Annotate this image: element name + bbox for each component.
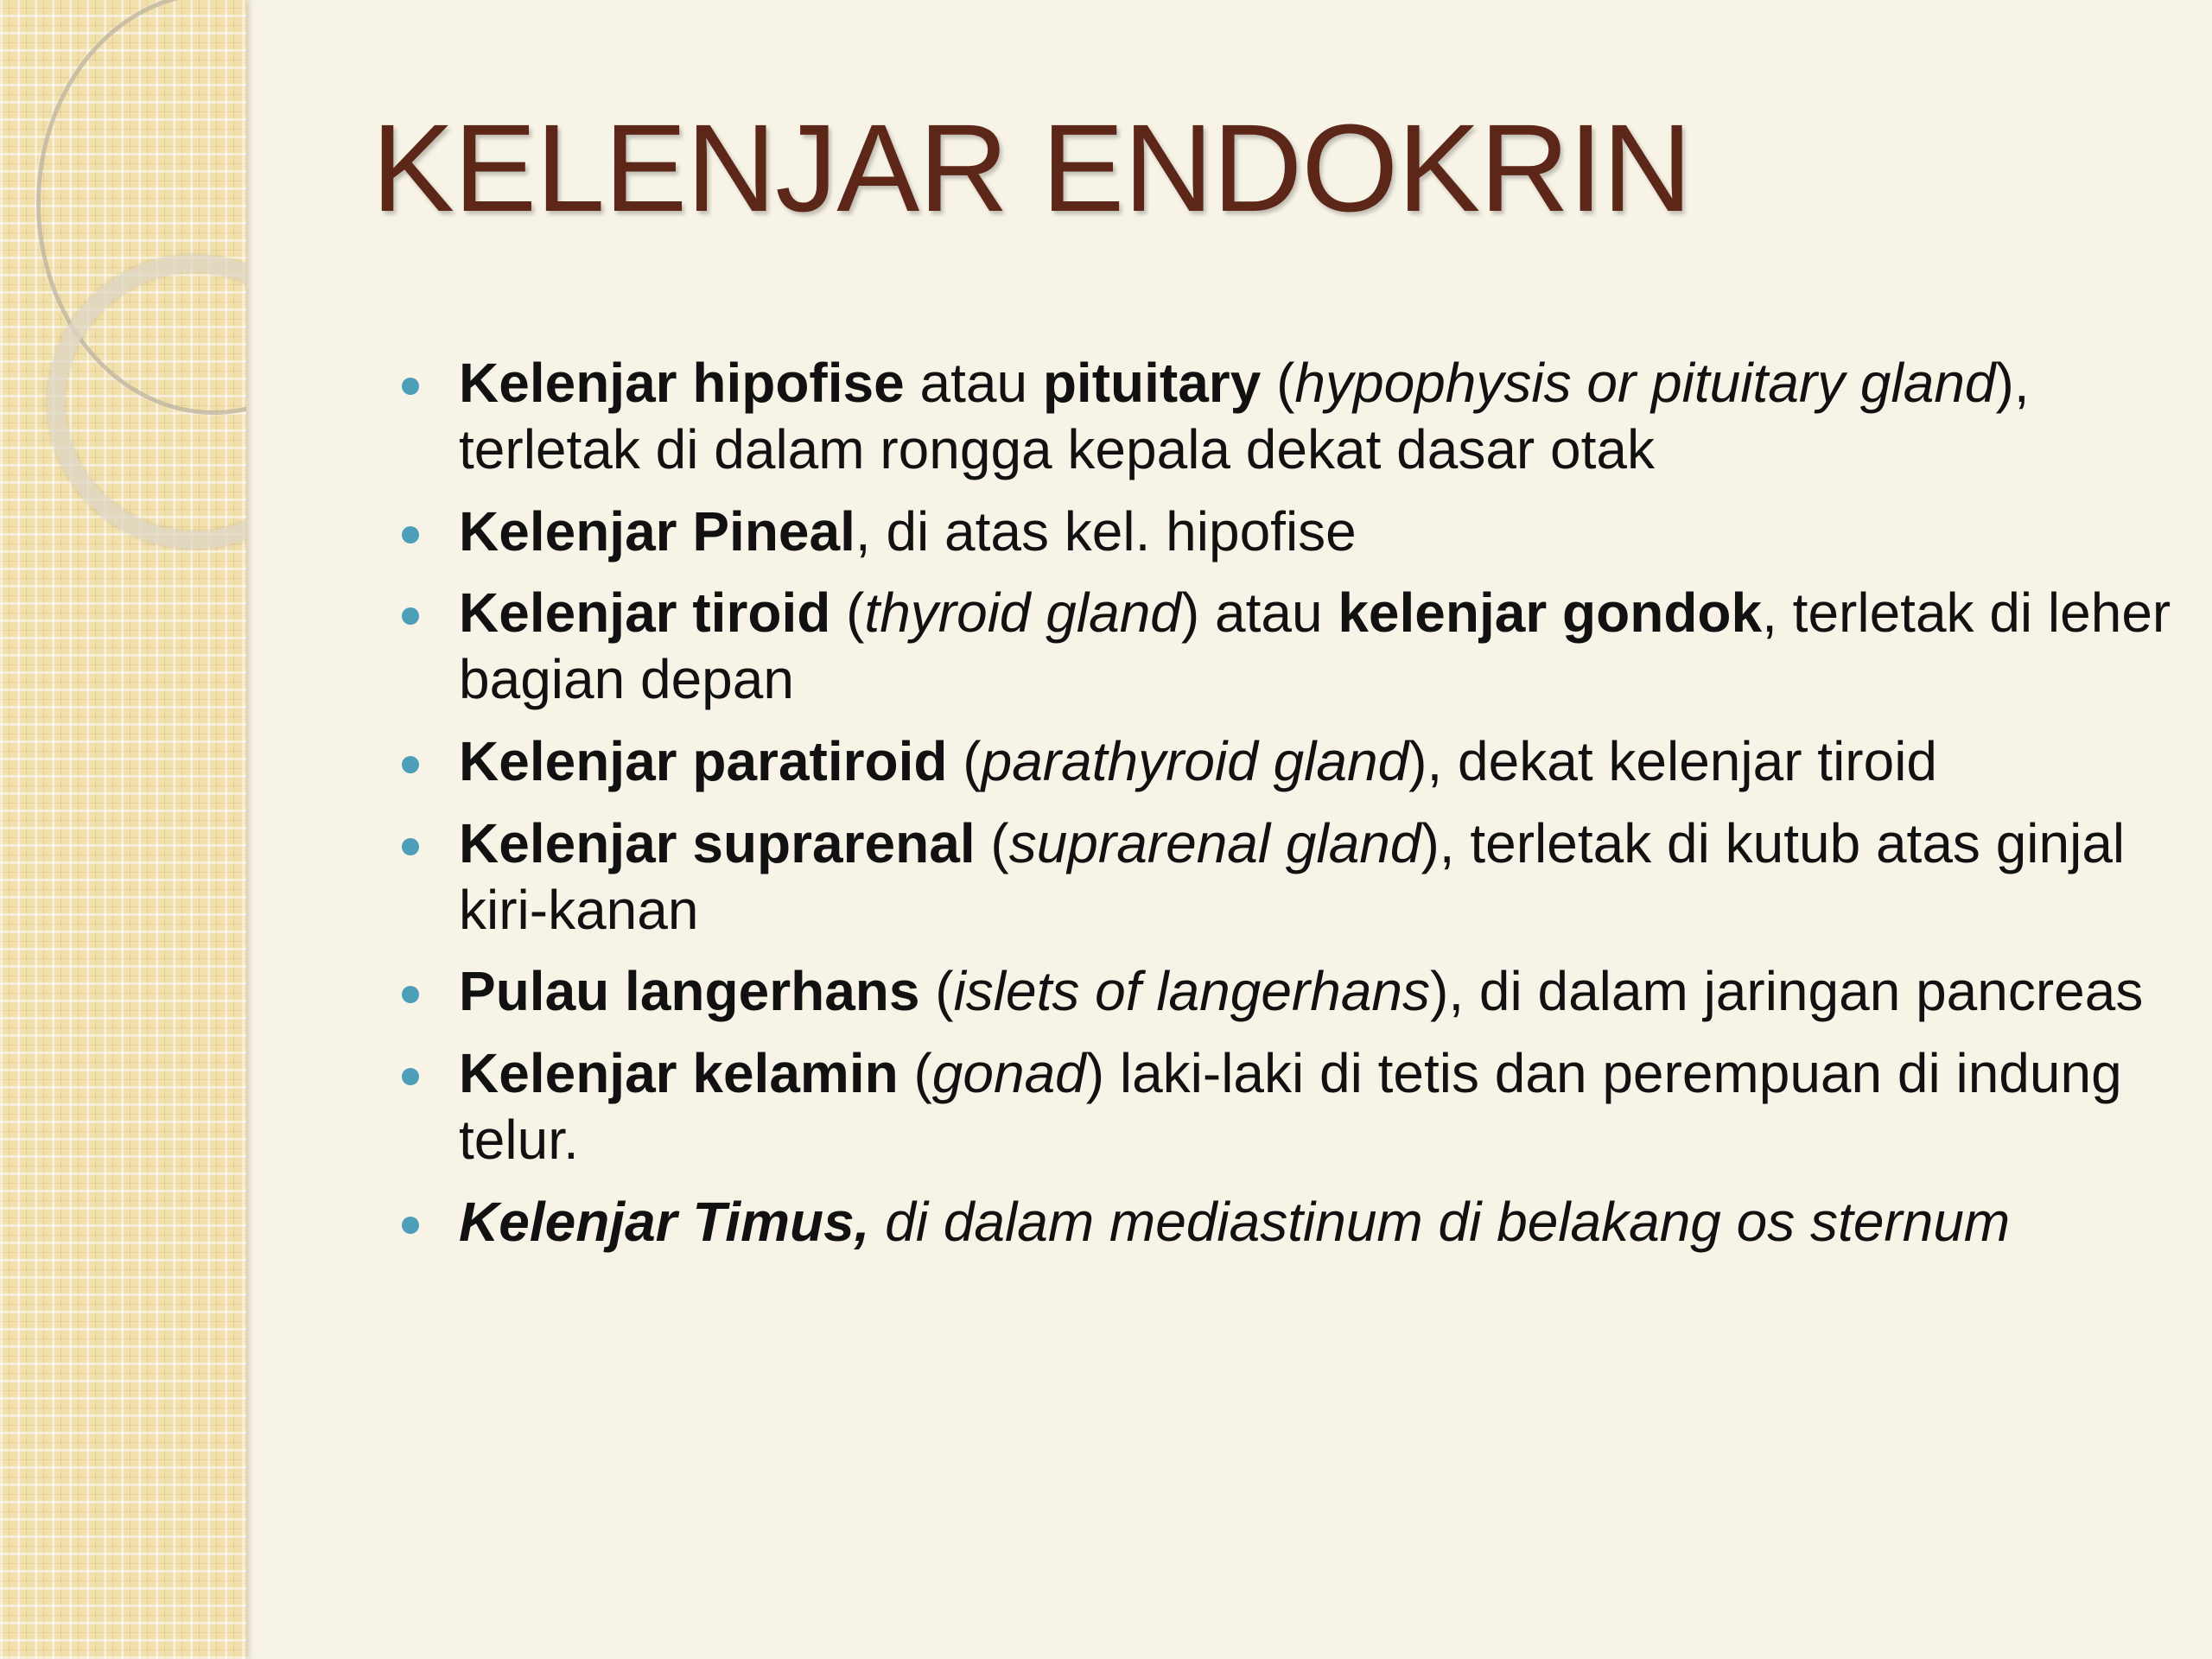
bullet-item-hipofise <box>393 350 2190 483</box>
gland-name: Kelenjar hipofise <box>459 352 905 414</box>
gland-alt-name: pituitary <box>1042 352 1262 414</box>
gland-name: Kelenjar kelamin <box>459 1042 899 1105</box>
gland-name: Kelenjar suprarenal <box>459 811 976 874</box>
latin-name: thyroid gland <box>864 582 1181 645</box>
bullet-text: , terletak di leher bagian depan <box>459 582 2171 711</box>
circle-bullet-icon <box>402 607 419 625</box>
circle-bullet-icon <box>402 986 419 1003</box>
gland-name: Pulau langerhans <box>459 960 920 1023</box>
latin-name: hypophysis or pituitary gland <box>1294 352 1996 414</box>
latin-name: suprarenal gland <box>1008 811 1421 874</box>
circle-bullet-icon <box>402 1068 419 1085</box>
bullet-text: di dalam mediastinum di belakang os sternum <box>869 1190 2011 1253</box>
circle-bullet-icon <box>402 1217 419 1234</box>
circle-bullet-icon <box>402 838 419 855</box>
bullet-item-timus <box>393 1189 2190 1255</box>
circle-bullet-icon <box>402 378 419 395</box>
bullet-text: ), terletak di dalam rongga kepala dekat dasar otak <box>459 352 2030 480</box>
latin-name: gonad <box>931 1042 1086 1105</box>
bullet-text: ), dekat kelenjar tiroid <box>1408 729 1937 792</box>
bullet-item-paratiroid <box>393 728 2190 795</box>
latin-name: parathyroid gland <box>981 729 1409 792</box>
bullet-item-pineal <box>393 499 2190 565</box>
bullet-item-kelamin <box>393 1040 2190 1173</box>
gland-name: Kelenjar paratiroid <box>459 729 948 792</box>
decorative-rings <box>0 0 246 553</box>
bullet-text: ), di dalam jaringan pancreas <box>1430 960 2144 1023</box>
bullet-text: , di atas kel. hipofise <box>855 499 1357 563</box>
bullet-text: ), terletak di kutub atas ginjal kiri-kanan <box>459 811 2126 941</box>
bullet-item-langerhans <box>393 958 2190 1025</box>
latin-name: islets of langerhans <box>953 960 1430 1023</box>
bullet-text: ( <box>830 582 865 645</box>
gland-name: Kelenjar Timus, <box>459 1190 870 1253</box>
bullet-text: ( <box>898 1042 932 1105</box>
bullet-text: ( <box>947 729 982 792</box>
bullet-text: atau <box>904 352 1043 414</box>
gland-name: Kelenjar tiroid <box>459 582 831 645</box>
gland-name: Kelenjar Pineal <box>459 499 855 563</box>
bullet-text: ) laki-laki di tetis dan perempuan di indung telur. <box>459 1042 2122 1171</box>
gland-alt-name: kelenjar gondok <box>1338 582 1763 645</box>
bullet-list <box>393 350 2190 1271</box>
bullet-item-suprarenal <box>393 810 2190 944</box>
bullet-item-tiroid <box>393 580 2190 713</box>
circle-bullet-icon <box>402 756 419 773</box>
circle-bullet-icon <box>402 526 419 543</box>
bullet-text: ( <box>919 960 954 1023</box>
bullet-text: ) atau <box>1180 582 1338 645</box>
bullet-text: ( <box>1261 352 1295 414</box>
bullet-text: ( <box>975 811 1009 874</box>
slide-title: KELENJAR ENDOKRIN <box>372 99 1692 238</box>
